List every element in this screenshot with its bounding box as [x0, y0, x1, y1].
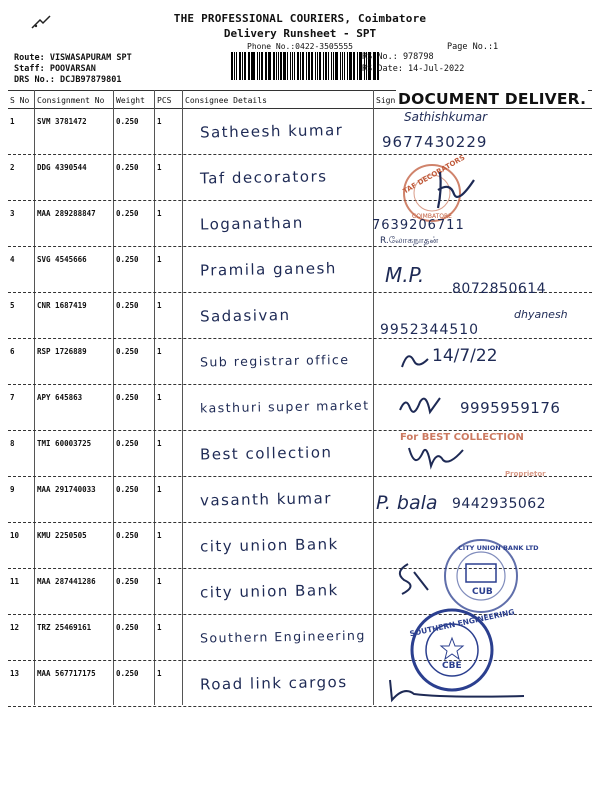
row-consignee: city union Bank — [199, 535, 339, 556]
row-consignee: kasthuri super market — [199, 397, 370, 416]
row-pcs: 1 — [157, 255, 162, 264]
row-consignment-no: TMI 60003725 — [37, 439, 92, 448]
col-consignee: Consignee Details — [185, 96, 267, 105]
row-pcs: 1 — [157, 623, 162, 632]
col-signature: Sign — [376, 96, 396, 105]
southern-stamp-sub: CBE — [442, 661, 462, 671]
row-pcs: 1 — [157, 163, 162, 172]
signature-7-mark — [396, 390, 456, 426]
rs-date: RS Date: 14-Jul-2022 — [362, 64, 465, 74]
row-separator — [8, 154, 592, 155]
best-collection-proprietor: Proprietor — [505, 470, 546, 478]
signature-phone-5: 9952344510 — [380, 322, 480, 338]
row-consignment-no: RSP 1726889 — [37, 347, 87, 356]
southern-stamp-text: SOUTHERN ENGINEERING — [408, 607, 516, 639]
col-sep — [34, 90, 35, 705]
row-consignee: Southern Engineering — [199, 627, 366, 646]
row-pcs: 1 — [157, 531, 162, 540]
row-consignment-no: SVM 3781472 — [37, 117, 87, 126]
row-pcs: 1 — [157, 301, 162, 310]
signature-date-6: 14/7/22 — [432, 346, 498, 366]
row-weight: 0.250 — [116, 439, 139, 448]
cub-stamp-sub: CUB — [472, 587, 493, 597]
row-sno: 10 — [10, 531, 20, 540]
signature-9: P. bala — [376, 492, 438, 514]
row-weight: 0.250 — [116, 485, 139, 494]
row-separator — [8, 246, 592, 247]
staff: Staff: POOVARSAN — [14, 64, 96, 74]
best-collection-stamp: For BEST COLLECTION — [400, 432, 524, 443]
row-consignment-no: APY 645863 — [37, 393, 83, 402]
document-delivered-stamp: DOCUMENT DELIVER. — [398, 90, 587, 108]
row-consignment-no: CNR 1687419 — [37, 301, 87, 310]
row-weight: 0.250 — [116, 393, 139, 402]
row-consignment-no: MAA 287441286 — [37, 577, 96, 586]
row-consignment-no: TRZ 25469161 — [37, 623, 92, 632]
row-sno: 11 — [10, 577, 20, 586]
row-pcs: 1 — [157, 209, 162, 218]
row-weight: 0.250 — [116, 117, 139, 126]
row-sno: 8 — [10, 439, 15, 448]
row-consignee: Satheesh kumar — [199, 121, 344, 142]
row-separator — [8, 430, 592, 431]
signature-8-mark — [405, 440, 475, 480]
row-sno: 13 — [10, 669, 20, 678]
row-weight: 0.250 — [116, 669, 139, 678]
header-bottom-rule — [8, 108, 592, 109]
col-sep — [154, 90, 155, 705]
row-sno: 6 — [10, 347, 15, 356]
signature-phone-3: 7639206711 — [372, 218, 465, 233]
taf-stamp-sub: COIMBATORE — [412, 213, 452, 220]
row-weight: 0.250 — [116, 301, 139, 310]
row-weight: 0.250 — [116, 347, 139, 356]
taf-decorators-stamp — [394, 153, 492, 226]
col-sep — [113, 90, 114, 705]
row-consignment-no: MAA 291740033 — [37, 485, 96, 494]
row-pcs: 1 — [157, 347, 162, 356]
row-weight: 0.250 — [116, 209, 139, 218]
city-union-bank-stamp — [436, 536, 539, 616]
taf-stamp-text: TAF DECORATORS — [401, 153, 467, 196]
signature-phone-7: 9995959176 — [460, 399, 561, 417]
row-consignee: Sadasivan — [199, 305, 291, 326]
row-separator — [8, 338, 592, 339]
row-separator — [8, 706, 592, 707]
row-consignment-no: MAA 289288847 — [37, 209, 96, 218]
row-consignee: Sub registrar office — [199, 351, 350, 370]
runsheet-subtitle: Delivery Runsheet - SPT — [223, 27, 377, 40]
phone-number: Phone No.:0422-3505555 — [247, 42, 353, 51]
row-consignee: Taf decorators — [199, 167, 328, 188]
row-pcs: 1 — [157, 393, 162, 402]
signature-1: Sathishkumar — [404, 110, 488, 124]
row-weight: 0.250 — [116, 577, 139, 586]
signature-5: dhyanesh — [514, 308, 568, 321]
row-sno: 2 — [10, 163, 15, 172]
signature-phone-4: 8072850614 — [452, 281, 547, 297]
row-consignee: Pramila ganesh — [199, 259, 337, 280]
row-sno: 5 — [10, 301, 15, 310]
route: Route: VISWASAPURAM SPT — [14, 53, 132, 63]
row-consignee: Best collection — [199, 443, 333, 464]
row-consignee: Road link cargos — [199, 672, 348, 694]
row-consignment-no: SVG 4545666 — [37, 255, 87, 264]
col-pcs: PCS — [157, 96, 172, 105]
signature-13-mark — [384, 676, 534, 706]
row-consignment-no: KMU 2250505 — [37, 531, 87, 540]
signature-phone-9: 9442935062 — [452, 496, 547, 512]
row-pcs: 1 — [157, 485, 162, 494]
signature-phone-1: 9677430229 — [382, 133, 488, 151]
row-consignment-no: DDG 4390544 — [37, 163, 87, 172]
row-sno: 12 — [10, 623, 20, 632]
col-weight: Weight — [116, 96, 145, 105]
barcode — [231, 52, 381, 80]
row-consignee: vasanth kumar — [199, 489, 333, 510]
row-pcs: 1 — [157, 117, 162, 126]
col-sep — [182, 90, 183, 705]
row-sno: 3 — [10, 209, 15, 218]
row-sno: 1 — [10, 117, 15, 126]
row-pcs: 1 — [157, 669, 162, 678]
row-separator — [8, 384, 592, 385]
signature-3: R.லோகநாதன் — [380, 236, 439, 246]
row-weight: 0.250 — [116, 163, 139, 172]
cub-stamp-text: CITY UNION BANK LTD — [458, 544, 539, 552]
col-consignment: Consignment No — [37, 96, 105, 105]
row-pcs: 1 — [157, 439, 162, 448]
row-weight: 0.250 — [116, 255, 139, 264]
row-pcs: 1 — [157, 577, 162, 586]
row-separator — [8, 522, 592, 523]
row-sno: 4 — [10, 255, 15, 264]
row-sno: 9 — [10, 485, 15, 494]
row-weight: 0.250 — [116, 531, 139, 540]
company-title: THE PROFESSIONAL COURIERS, Coimbatore — [173, 12, 427, 25]
col-sno: S No — [10, 96, 30, 105]
signature-11-mark — [388, 560, 438, 600]
rs-number: RS No.: 978798 — [362, 52, 434, 62]
row-separator — [8, 200, 592, 201]
row-weight: 0.250 — [116, 623, 139, 632]
row-consignee: city union Bank — [199, 581, 339, 602]
row-consignee: Loganathan — [199, 213, 304, 234]
row-sno: 7 — [10, 393, 15, 402]
signature-4: M.P. — [385, 263, 425, 287]
row-consignment-no: MAA 567717175 — [37, 669, 96, 678]
page-number: Page No.:1 — [447, 42, 499, 52]
drs-number: DRS No.: DCJB97879801 — [14, 75, 122, 85]
